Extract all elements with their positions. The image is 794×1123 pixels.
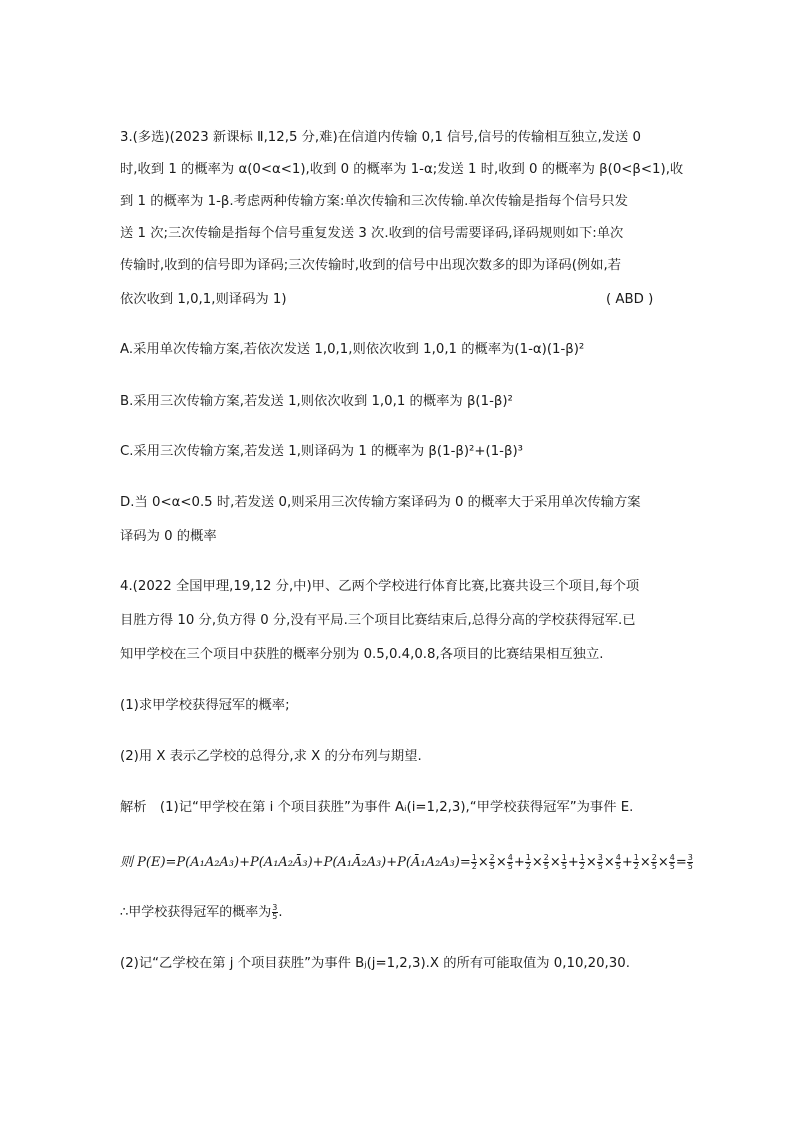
fraction-denominator: 5	[615, 862, 621, 871]
q3-option-c: C.采用三次传输方案,若发送 1,则译码为 1 的概率为 β(1-β)²+(1-β)³	[120, 444, 523, 459]
q4-line-1: 4.(2022 全国甲理,19,12 分,中)甲、乙两个学校进行体育比赛,比赛共设三个项目,每个项	[120, 579, 640, 594]
solution-line-1: 解析 (1)记“甲学校在第 i 个项目获胜”为事件 Aᵢ(i=1,2,3),“甲学校获得冠军”为事件 E.	[120, 800, 634, 815]
operator: ×	[603, 855, 615, 870]
operator: ×	[495, 855, 507, 870]
fraction-numerator: 1	[579, 853, 585, 862]
fraction-numerator: 2	[543, 853, 549, 862]
conclusion-fraction	[272, 904, 278, 921]
fraction	[597, 854, 603, 871]
fraction	[543, 854, 549, 871]
fraction-numerator: 3	[687, 853, 693, 862]
fraction-numerator: 1	[525, 853, 531, 862]
fraction-numerator: 1	[633, 853, 639, 862]
q3-line-2: 时,收到 1 的概率为 α(0<α<1),收到 0 的概率为 1-α;发送 1 时,收到 0 的概率为 β(0<β<1),收	[120, 162, 684, 177]
fraction-denominator: 5	[669, 862, 675, 871]
solution-formula	[120, 852, 694, 874]
fraction-numerator: 1	[561, 853, 567, 862]
fraction-denominator: 5	[597, 862, 603, 871]
fraction-chain	[471, 855, 694, 870]
fraction-denominator: 2	[633, 862, 639, 871]
fraction-denominator: 5	[543, 862, 549, 871]
fraction-denominator: 2	[525, 862, 531, 871]
fraction	[561, 854, 567, 871]
operator: +	[567, 855, 579, 870]
fraction	[507, 854, 513, 871]
operator: ×	[585, 855, 597, 870]
q4-line-2: 目胜方得 10 分,负方得 0 分,没有平局.三个项目比赛结束后,总得分高的学校获得冠军.已	[120, 613, 636, 628]
formula-prefix: 则 P(E)=P(A₁A₂A₃)+P(A₁A₂Ā₃)+P(A₁Ā₂A₃)+P(Ā₁A₂A₃)=	[120, 855, 471, 870]
q3-line-5: 传输时,收到的信号即为译码;三次传输时,收到的信号中出现次数多的即为译码(例如,若	[120, 258, 622, 273]
operator: +	[513, 855, 525, 870]
conclusion-frac-den: 5	[272, 912, 278, 921]
q3-option-b: B.采用三次传输方案,若发送 1,则依次收到 1,0,1 的概率为 β(1-β)²	[120, 394, 513, 409]
operator: +	[621, 855, 633, 870]
q3-option-a: A.采用单次传输方案,若依次发送 1,0,1,则依次收到 1,0,1 的概率为(1-α)(1-β)²	[120, 342, 585, 357]
q3-line-3: 到 1 的概率为 1-β.考虑两种传输方案:单次传输和三次传输.单次传输是指每个信号只发	[120, 194, 628, 209]
fraction	[633, 854, 639, 871]
fraction	[687, 854, 693, 871]
q3-answer: ( ABD )	[606, 292, 654, 307]
operator: ×	[639, 855, 651, 870]
fraction	[669, 854, 675, 871]
conclusion-text: ∴甲学校获得冠军的概率为	[120, 905, 272, 920]
fraction-numerator: 4	[669, 853, 675, 862]
q3-option-d-line-1: D.当 0<α<0.5 时,若发送 0,则采用三次传输方案译码为 0 的概率大于采用单次传输方案	[120, 495, 641, 510]
fraction-numerator: 4	[507, 853, 513, 862]
fraction	[525, 854, 531, 871]
fraction-denominator: 5	[651, 862, 657, 871]
operator: =	[675, 855, 687, 870]
operator: ×	[477, 855, 489, 870]
fraction-numerator: 3	[597, 853, 603, 862]
fraction	[579, 854, 585, 871]
fraction-denominator: 5	[489, 862, 495, 871]
conclusion-frac-num: 3	[272, 903, 278, 912]
operator: ×	[531, 855, 543, 870]
operator: ×	[657, 855, 669, 870]
q4-part-1: (1)求甲学校获得冠军的概率;	[120, 698, 290, 713]
fraction-numerator: 1	[471, 853, 477, 862]
q3-line-4: 送 1 次;三次传输是指每个信号重复发送 3 次.收到的信号需要译码,译码规则如下:单次	[120, 226, 624, 241]
fraction-numerator: 2	[651, 853, 657, 862]
solution-conclusion: ∴甲学校获得冠军的概率为 $\frac{3}{5}$ .	[120, 903, 283, 921]
fraction-numerator: 2	[489, 853, 495, 862]
fraction-denominator: 2	[471, 862, 477, 871]
fraction	[471, 854, 477, 871]
fraction	[489, 854, 495, 871]
fraction-denominator: 5	[507, 862, 513, 871]
fraction-denominator: 5	[561, 862, 567, 871]
q3-option-d-line-2: 译码为 0 的概率	[120, 529, 217, 544]
fraction-denominator: 5	[687, 862, 693, 871]
q3-line-1: 3.(多选)(2023 新课标 Ⅱ,12,5 分,难)在信道内传输 0,1 信号,信号的传输相互独立,发送 0	[120, 130, 642, 145]
fraction-numerator: 4	[615, 853, 621, 862]
solution-line-4: (2)记“乙学校在第 j 个项目获胜”为事件 Bⱼ(j=1,2,3).X 的所有可能取值为 0,10,20,30.	[120, 956, 630, 971]
fraction-denominator: 2	[579, 862, 585, 871]
q4-part-2: (2)用 X 表示乙学校的总得分,求 X 的分布列与期望.	[120, 749, 422, 764]
operator: ×	[549, 855, 561, 870]
fraction	[651, 854, 657, 871]
q3-line-6: 依次收到 1,0,1,则译码为 1)	[120, 292, 287, 307]
q4-line-3: 知甲学校在三个项目中获胜的概率分别为 0.5,0.4,0.8,各项目的比赛结果相互独立.	[120, 647, 604, 662]
fraction	[615, 854, 621, 871]
